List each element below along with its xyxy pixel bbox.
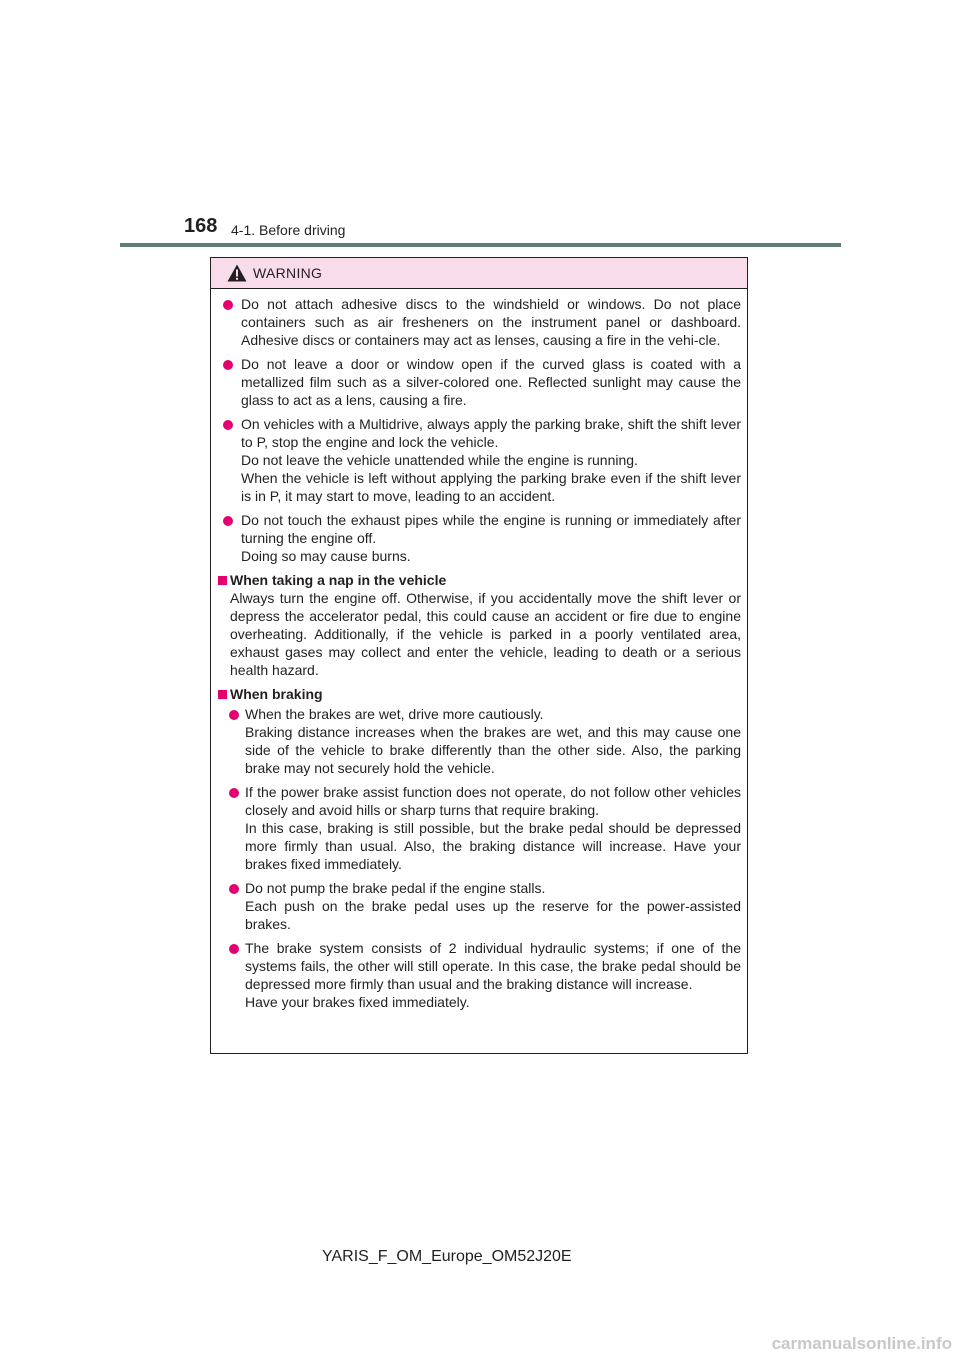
warning-triangle-icon <box>227 264 247 282</box>
bullet-icon <box>223 360 233 370</box>
warning-header <box>211 258 747 289</box>
bullet-icon <box>223 420 233 430</box>
bullet-icon <box>229 710 239 720</box>
warning-bullet-text: Do not leave a door or window open if the curved glass is coated with a metallized film such as a silver-colored one. Reflected sunlight may cause the glass to act as a lens, causing a fire. <box>241 356 741 408</box>
nap-section <box>217 571 741 679</box>
bullet-icon <box>223 516 233 526</box>
braking-bullet-text: When the brakes are wet, drive more cautiously. Braking distance increases when the brakes are wet, and this may cause one side of the vehicle to brake differently than the other side. Also, the parking brake may not securely hold the vehicle. <box>245 706 741 776</box>
warning-bullet-text: On vehicles with a Multidrive, always apply the parking brake, shift the shift lever to P, stop the engine and lock the vehicle. Do not leave the vehicle unattended while the engine is running. When the vehicle is left without applying the parking brake even if the shift lever is in P, it may start to move, leading to an accident. <box>241 416 741 504</box>
nap-section-heading: When taking a nap in the vehicle <box>230 572 447 588</box>
warning-bullet <box>217 415 741 505</box>
braking-section-heading: When braking <box>230 686 323 702</box>
section-square-icon <box>218 690 227 699</box>
bullet-icon <box>229 884 239 894</box>
bullet-icon <box>229 788 239 798</box>
braking-bullet-text: Do not pump the brake pedal if the engine stalls. Each push on the brake pedal uses up the reserve for the power-assisted brakes. <box>245 880 741 932</box>
document-id: YARIS_F_OM_Europe_OM52J20E <box>322 1248 572 1265</box>
warning-bullet-text: Do not touch the exhaust pipes while the engine is running or immediately after turning the engine off. Doing so may cause burns. <box>241 512 741 564</box>
section-square-icon <box>218 576 227 585</box>
warning-bullet <box>217 511 741 565</box>
section-title: 4-1. Before driving <box>231 222 346 238</box>
braking-bullet-text: If the power brake assist function does not operate, do not follow other vehicles closely and avoid hills or sharp turns that require braking. In this case, braking is still possible, but the brake pedal should be depressed more firmly than usual. Also, the braking distance will increase. Have your brakes fixed immediately. <box>245 784 741 872</box>
bullet-icon <box>229 944 239 954</box>
header-divider <box>120 243 841 247</box>
braking-bullet <box>229 879 741 933</box>
bullet-icon <box>223 300 233 310</box>
warning-content <box>211 289 747 1011</box>
watermark: carmanualsonline.info <box>771 1334 952 1353</box>
warning-bullet-text: Do not attach adhesive discs to the windshield or windows. Do not place containers such as air fresheners on the instrument panel or dashboard. Adhesive discs or containers may act as lenses, causing a fire in the vehi-cle. <box>241 296 741 348</box>
page-number: 168 <box>184 215 218 237</box>
braking-bullet <box>229 939 741 1011</box>
braking-bullet <box>229 705 741 777</box>
braking-bullet <box>229 783 741 873</box>
warning-box <box>210 257 748 1054</box>
braking-section <box>217 685 741 1011</box>
warning-bullet <box>217 295 741 349</box>
warning-title: WARNING <box>253 265 323 281</box>
warning-bullet <box>217 355 741 409</box>
nap-section-text: Always turn the engine off. Otherwise, if you accidentally move the shift lever or depress the accelerator pedal, this could cause an accident or fire due to engine overheating. Additionally, if the vehicle is parked in a poorly ventilated area, exhaust gases may collect and enter the vehicle, leading to death or a serious health hazard. <box>230 590 741 678</box>
braking-bullet-text: The brake system consists of 2 individual hydraulic systems; if one of the systems fails, the other will still operate. In this case, the brake pedal should be depressed more firmly than usual and the braking distance will increase. Have your brakes fixed immediately. <box>245 940 741 1010</box>
braking-bullet-list <box>230 705 741 1011</box>
